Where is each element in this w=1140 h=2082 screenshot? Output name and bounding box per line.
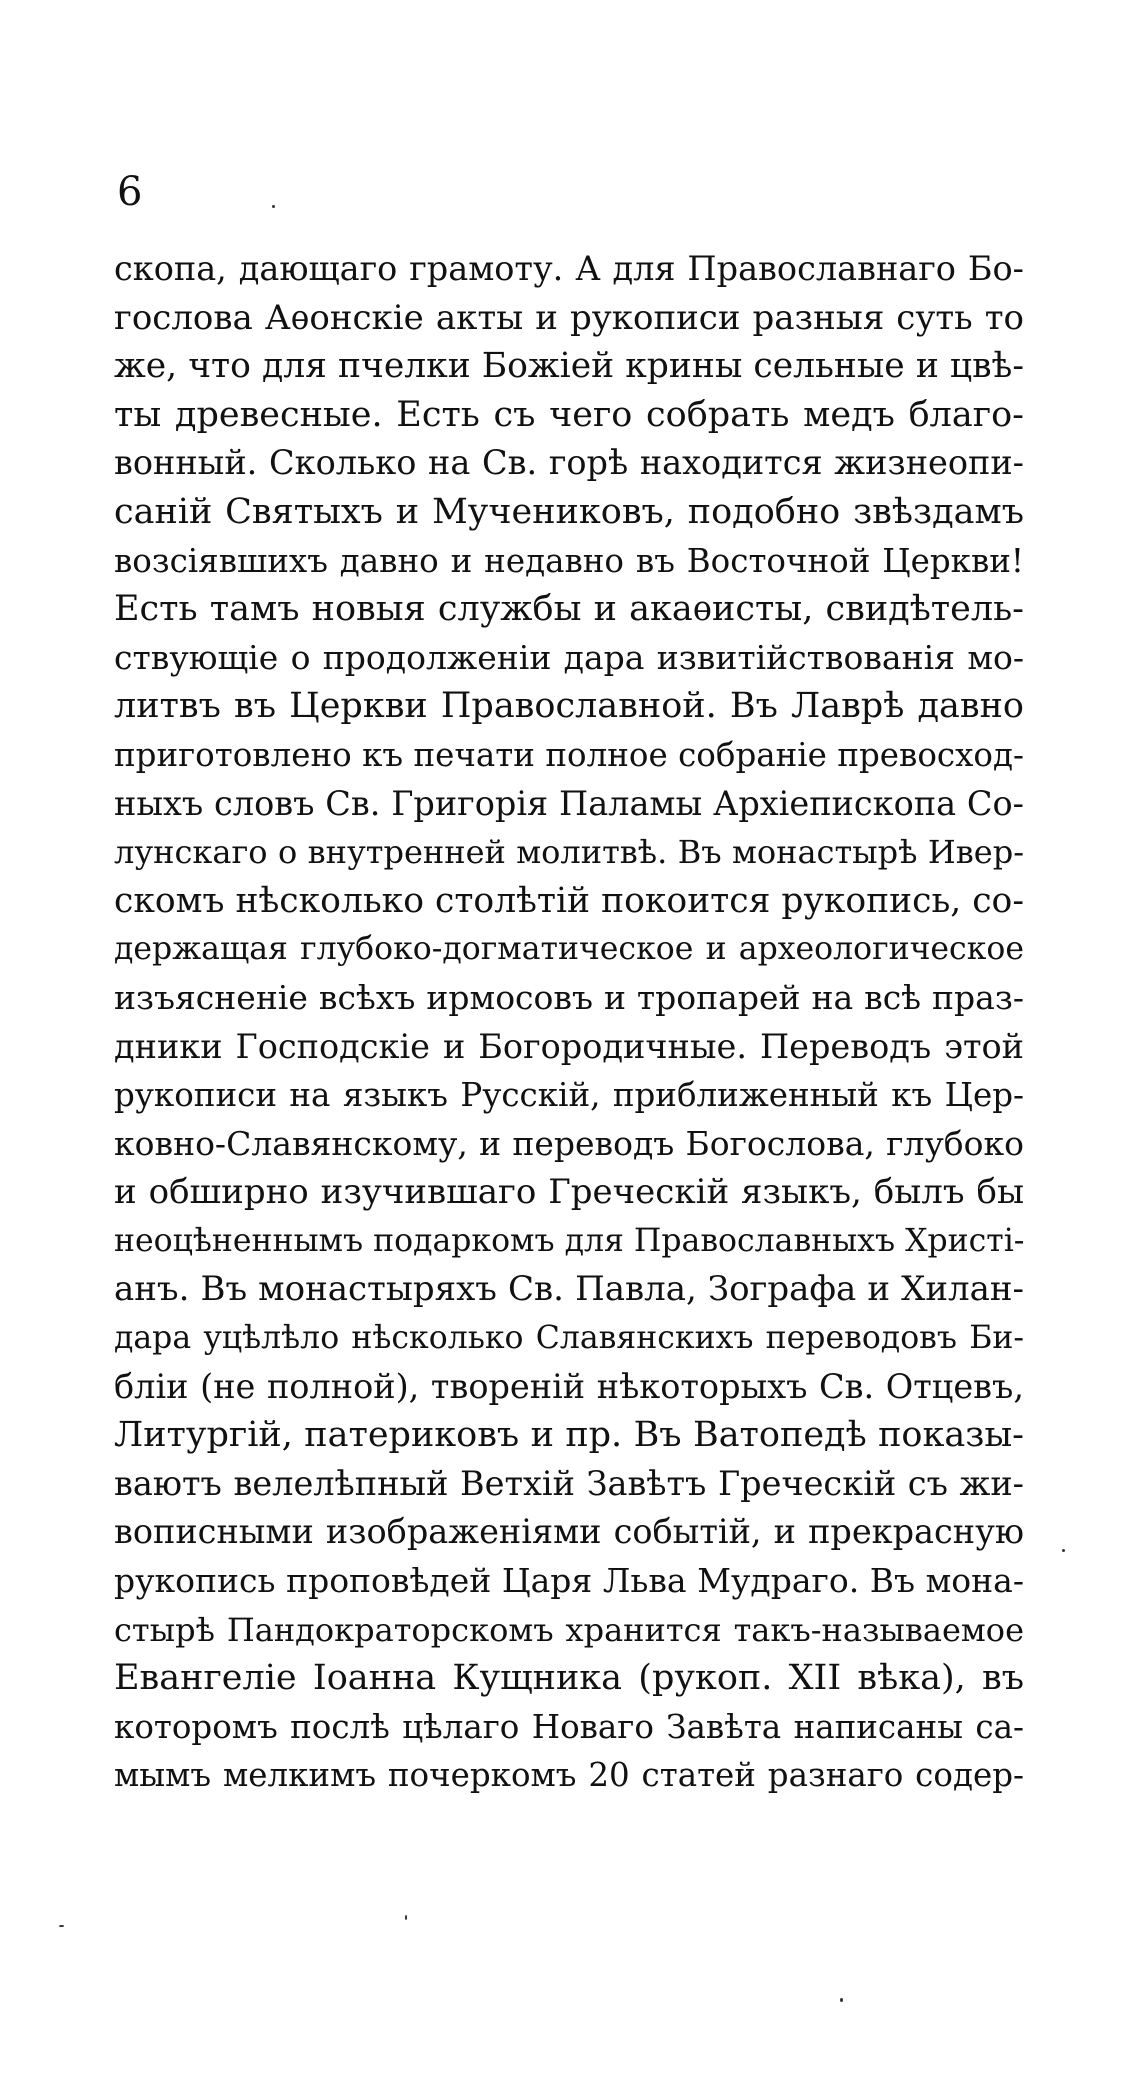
text-line: возсіявшихъ давно и недавно въ Восточной Церкви!	[114, 541, 1024, 580]
text-line: ныхъ словъ Св. Григорія Паламы Архіепископа Со-	[114, 783, 1024, 823]
text-line: ты древесные. Есть съ чего собрать медъ благо-	[114, 394, 1024, 435]
text-line: Евангеліе Іоанна Кущника (рукоп. XII вѣка), въ	[114, 1658, 1024, 1699]
text-line: Литургій, патериковъ и пр. Въ Ватопедѣ показы-	[114, 1415, 1024, 1456]
scan-speck	[59, 1925, 64, 1927]
text-line: анъ. Въ монастыряхъ Св. Павла, Зографа и Хилан-	[114, 1269, 1024, 1310]
text-line: дники Господскіе и Богородичные. Переводъ этой	[114, 1026, 1024, 1066]
scan-speck	[272, 205, 275, 208]
text-line: держащая глубоко-догматическое и археологическое	[114, 931, 1024, 968]
text-line: Есть тамъ новыя службы и акаѳисты, свидѣтель-	[114, 589, 1024, 630]
text-line: рукописи на языкъ Русскій, приближенный къ Цер-	[114, 1076, 1024, 1115]
scan-speck	[840, 1998, 843, 2002]
text-line: вописными изображеніями событій, и прекрасную	[114, 1512, 1024, 1552]
scan-speck	[405, 1915, 407, 1920]
text-line: гослова Аѳонскіе акты и рукописи разныя суть то	[114, 297, 1024, 338]
text-line: изъясненіе всѣхъ ирмосовъ и тропарей на всѣ праз-	[114, 977, 1024, 1017]
text-line: ковно-Славянскому, и переводъ Богослова, глубоко	[114, 1123, 1024, 1163]
text-line: бліи (не полной), твореній нѣкоторыхъ Св. Отцевъ,	[114, 1366, 1024, 1406]
text-line: мымъ мелкимъ почеркомъ 20 статей разнаго содер-	[114, 1756, 1024, 1795]
scan-speck	[1062, 1549, 1065, 1552]
text-line: ствующіе о продолженіи дара извитійствованія мо-	[114, 637, 1024, 677]
text-line: скомъ нѣсколько столѣтій покоится рукопись, со-	[114, 880, 1024, 921]
page-number: 6	[117, 169, 143, 215]
text-line: вонный. Сколько на Св. горѣ находится жизнеопи-	[114, 443, 1024, 483]
body-text	[114, 245, 1024, 1800]
text-line: же, что для пчелки Божіей крины сельные и цвѣ-	[114, 346, 1024, 387]
text-line: рукопись проповѣдей Царя Льва Мудраго. Въ мона-	[114, 1561, 1024, 1601]
text-line: литвъ въ Церкви Православной. Въ Лаврѣ давно	[114, 686, 1024, 727]
text-line: приготовлено къ печати полное собраніе превосход-	[114, 735, 1024, 774]
text-line: неоцѣненнымъ подаркомъ для Православныхъ Христі-	[114, 1222, 1024, 1259]
text-line: и обширно изучившаго Греческій языкъ, былъ бы	[114, 1172, 1024, 1213]
text-line: дара уцѣлѣло нѣсколько Славянскихъ переводовъ Би-	[114, 1320, 1024, 1357]
text-line: саній Святыхъ и Мучениковъ, подобно звѣздамъ	[114, 491, 1024, 532]
text-line: стырѣ Пандократорскомъ хранится такъ-называемое	[114, 1610, 1024, 1649]
text-line: ваютъ велелѣпный Ветхій Завѣтъ Греческій съ жи-	[114, 1463, 1024, 1503]
text-line: лунскаго о внутренней молитвѣ. Въ монастырѣ Ивер-	[114, 833, 1024, 872]
text-line: скопа, дающаго грамоту. А для Православнаго Бо-	[114, 249, 1024, 288]
text-line: которомъ послѣ цѣлаго Новаго Завѣта написаны са-	[114, 1707, 1024, 1746]
